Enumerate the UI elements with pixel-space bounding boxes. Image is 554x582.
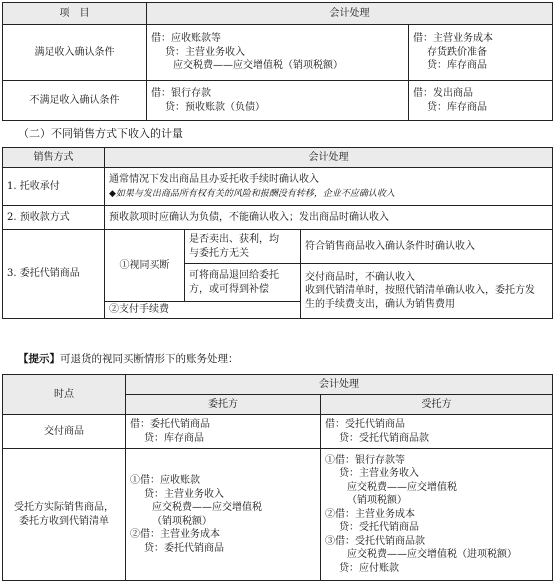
t1-row-label: 不满足收入确认条件 — [3, 81, 147, 121]
t2-header-treatment: 会计处理 — [105, 148, 553, 168]
entry-line: ③借：受托代销商品款 — [325, 535, 425, 547]
revenue-recognition-table — [2, 2, 553, 121]
entry-line: （销项税额） — [347, 495, 407, 507]
cond-line: 方，或可得到补偿 — [189, 283, 269, 295]
t1-row-entry-b — [409, 25, 553, 81]
t2-row-content — [105, 168, 553, 206]
entry-line: 借：银行存款 — [151, 88, 211, 99]
entry-line: 应交税费——应交增值税（销项税额） — [173, 60, 343, 72]
entry-line: ①借：银行存款等 — [325, 454, 405, 466]
entry-line: 应交税费——应交增值税（进项税额） — [347, 549, 517, 561]
t3-consignee-entry — [321, 449, 553, 581]
result-line: 收到代销清单时，按照代销清单确认收入，委托方发 — [305, 285, 535, 296]
t2-row-label: 3. 委托代销商品 — [3, 230, 105, 319]
cond-line: 与委托方无关 — [189, 247, 249, 259]
entry-line: 借：应收账款等 — [151, 33, 221, 45]
entry-line: 贷：主营业务收入 — [339, 468, 419, 480]
diamond-bullet-icon: ◆ — [109, 188, 116, 199]
t3-row-label — [3, 449, 126, 581]
entry-line: 应交税费——应交增值税 — [347, 481, 457, 493]
entry-line: （销项税额） — [152, 515, 212, 527]
t2-header-method: 销售方式 — [3, 148, 105, 168]
t3-consignor-entry — [126, 449, 321, 581]
t2-condition — [185, 230, 301, 264]
t1-row-entry-b — [409, 81, 553, 121]
t3-header-consignee: 受托方 — [321, 395, 553, 415]
entry-line: ②借：主营业务成本 — [130, 529, 220, 540]
cond-line: 是否卖出、获利，均 — [189, 234, 279, 245]
entry-line: 借：主营业务成本 — [413, 33, 493, 45]
t1-header-treatment: 会计处理 — [147, 3, 553, 25]
entry-line: 贷：应付账款 — [339, 562, 399, 574]
t3-header-consignor: 委托方 — [126, 395, 321, 415]
entry-line: 借：委托代销商品 — [130, 419, 210, 430]
entry-line: 应交税费——应交增值税 — [152, 502, 262, 513]
entry-line: 贷：委托代销商品 — [144, 542, 224, 554]
t1-row-entry-a — [147, 25, 409, 81]
t2-condition — [185, 264, 301, 302]
note-text: 如果与发出商品所有权有关的风险和报酬没有转移，企业不应确认收入 — [115, 188, 395, 199]
cond-line: 可将商品退回给委托 — [189, 270, 279, 281]
entry-line: ①借：应收账款 — [130, 475, 200, 486]
t3-header-treatment: 会计处理 — [126, 375, 553, 395]
label-line: 受托方实际销售商品， — [14, 502, 114, 513]
section-title: （二）不同销售方式下收入的计量 — [18, 127, 183, 140]
entry-line: 贷：受托代销商品款 — [339, 432, 429, 444]
entry-line: 存货跌价准备 — [427, 46, 487, 58]
t1-row-entry-a — [147, 81, 409, 121]
entry-line: 贷：库存商品 — [144, 432, 204, 444]
consignment-entries-table — [2, 374, 553, 581]
t2-sub-label: ①视同买断 — [105, 230, 185, 302]
result-line: 交付商品时，不确认收入 — [305, 271, 415, 283]
entry-line: 贷：受托代销商品 — [339, 522, 419, 534]
t1-row-label: 满足收入确认条件 — [3, 25, 147, 81]
t2-row-label: 1. 托收承付 — [3, 168, 105, 206]
result-line: 生的手续费支出，确认为销售费用 — [305, 298, 455, 310]
entry-line: ②借：主营业务成本 — [325, 508, 415, 520]
content-line: 通常情况下发出商品且办妥托收手续时确认收入 — [109, 174, 319, 185]
tip-text: 可退货的视同买断情形下的账务处理： — [60, 353, 239, 365]
t2-row-content: 预收款项时应确认为负债，不能确认收入；发出商品时确认收入 — [105, 206, 553, 230]
t1-header-item: 项 目 — [3, 3, 147, 25]
tip-label: 【提示】 — [18, 353, 60, 365]
t3-row-label: 交付商品 — [3, 415, 126, 449]
t2-row-label: 2. 预收款方式 — [3, 206, 105, 230]
entry-line: 贷：库存商品 — [427, 60, 487, 72]
entry-line: 借：受托代销商品 — [325, 419, 405, 430]
tip-line — [18, 352, 239, 366]
t2-result — [301, 264, 553, 319]
content-line — [109, 187, 548, 201]
t3-consignee-entry — [321, 415, 553, 449]
t2-sub-label: ②支付手续费 — [105, 302, 301, 319]
t3-consignor-entry — [126, 415, 321, 449]
sales-methods-table — [2, 147, 553, 319]
entry-line: 贷：库存商品 — [427, 101, 487, 113]
entry-line: 借：发出商品 — [413, 88, 473, 99]
entry-line: 贷：预收账款（负债） — [165, 101, 265, 113]
t3-header-time: 时点 — [3, 375, 126, 415]
entry-line: 贷：主营业务收入 — [144, 488, 224, 500]
t2-result: 符合销售商品收入确认条件时确认收入 — [301, 230, 553, 264]
label-line: 委托方收到代销清单 — [19, 515, 109, 527]
entry-line: 贷：主营业务收入 — [165, 46, 245, 58]
